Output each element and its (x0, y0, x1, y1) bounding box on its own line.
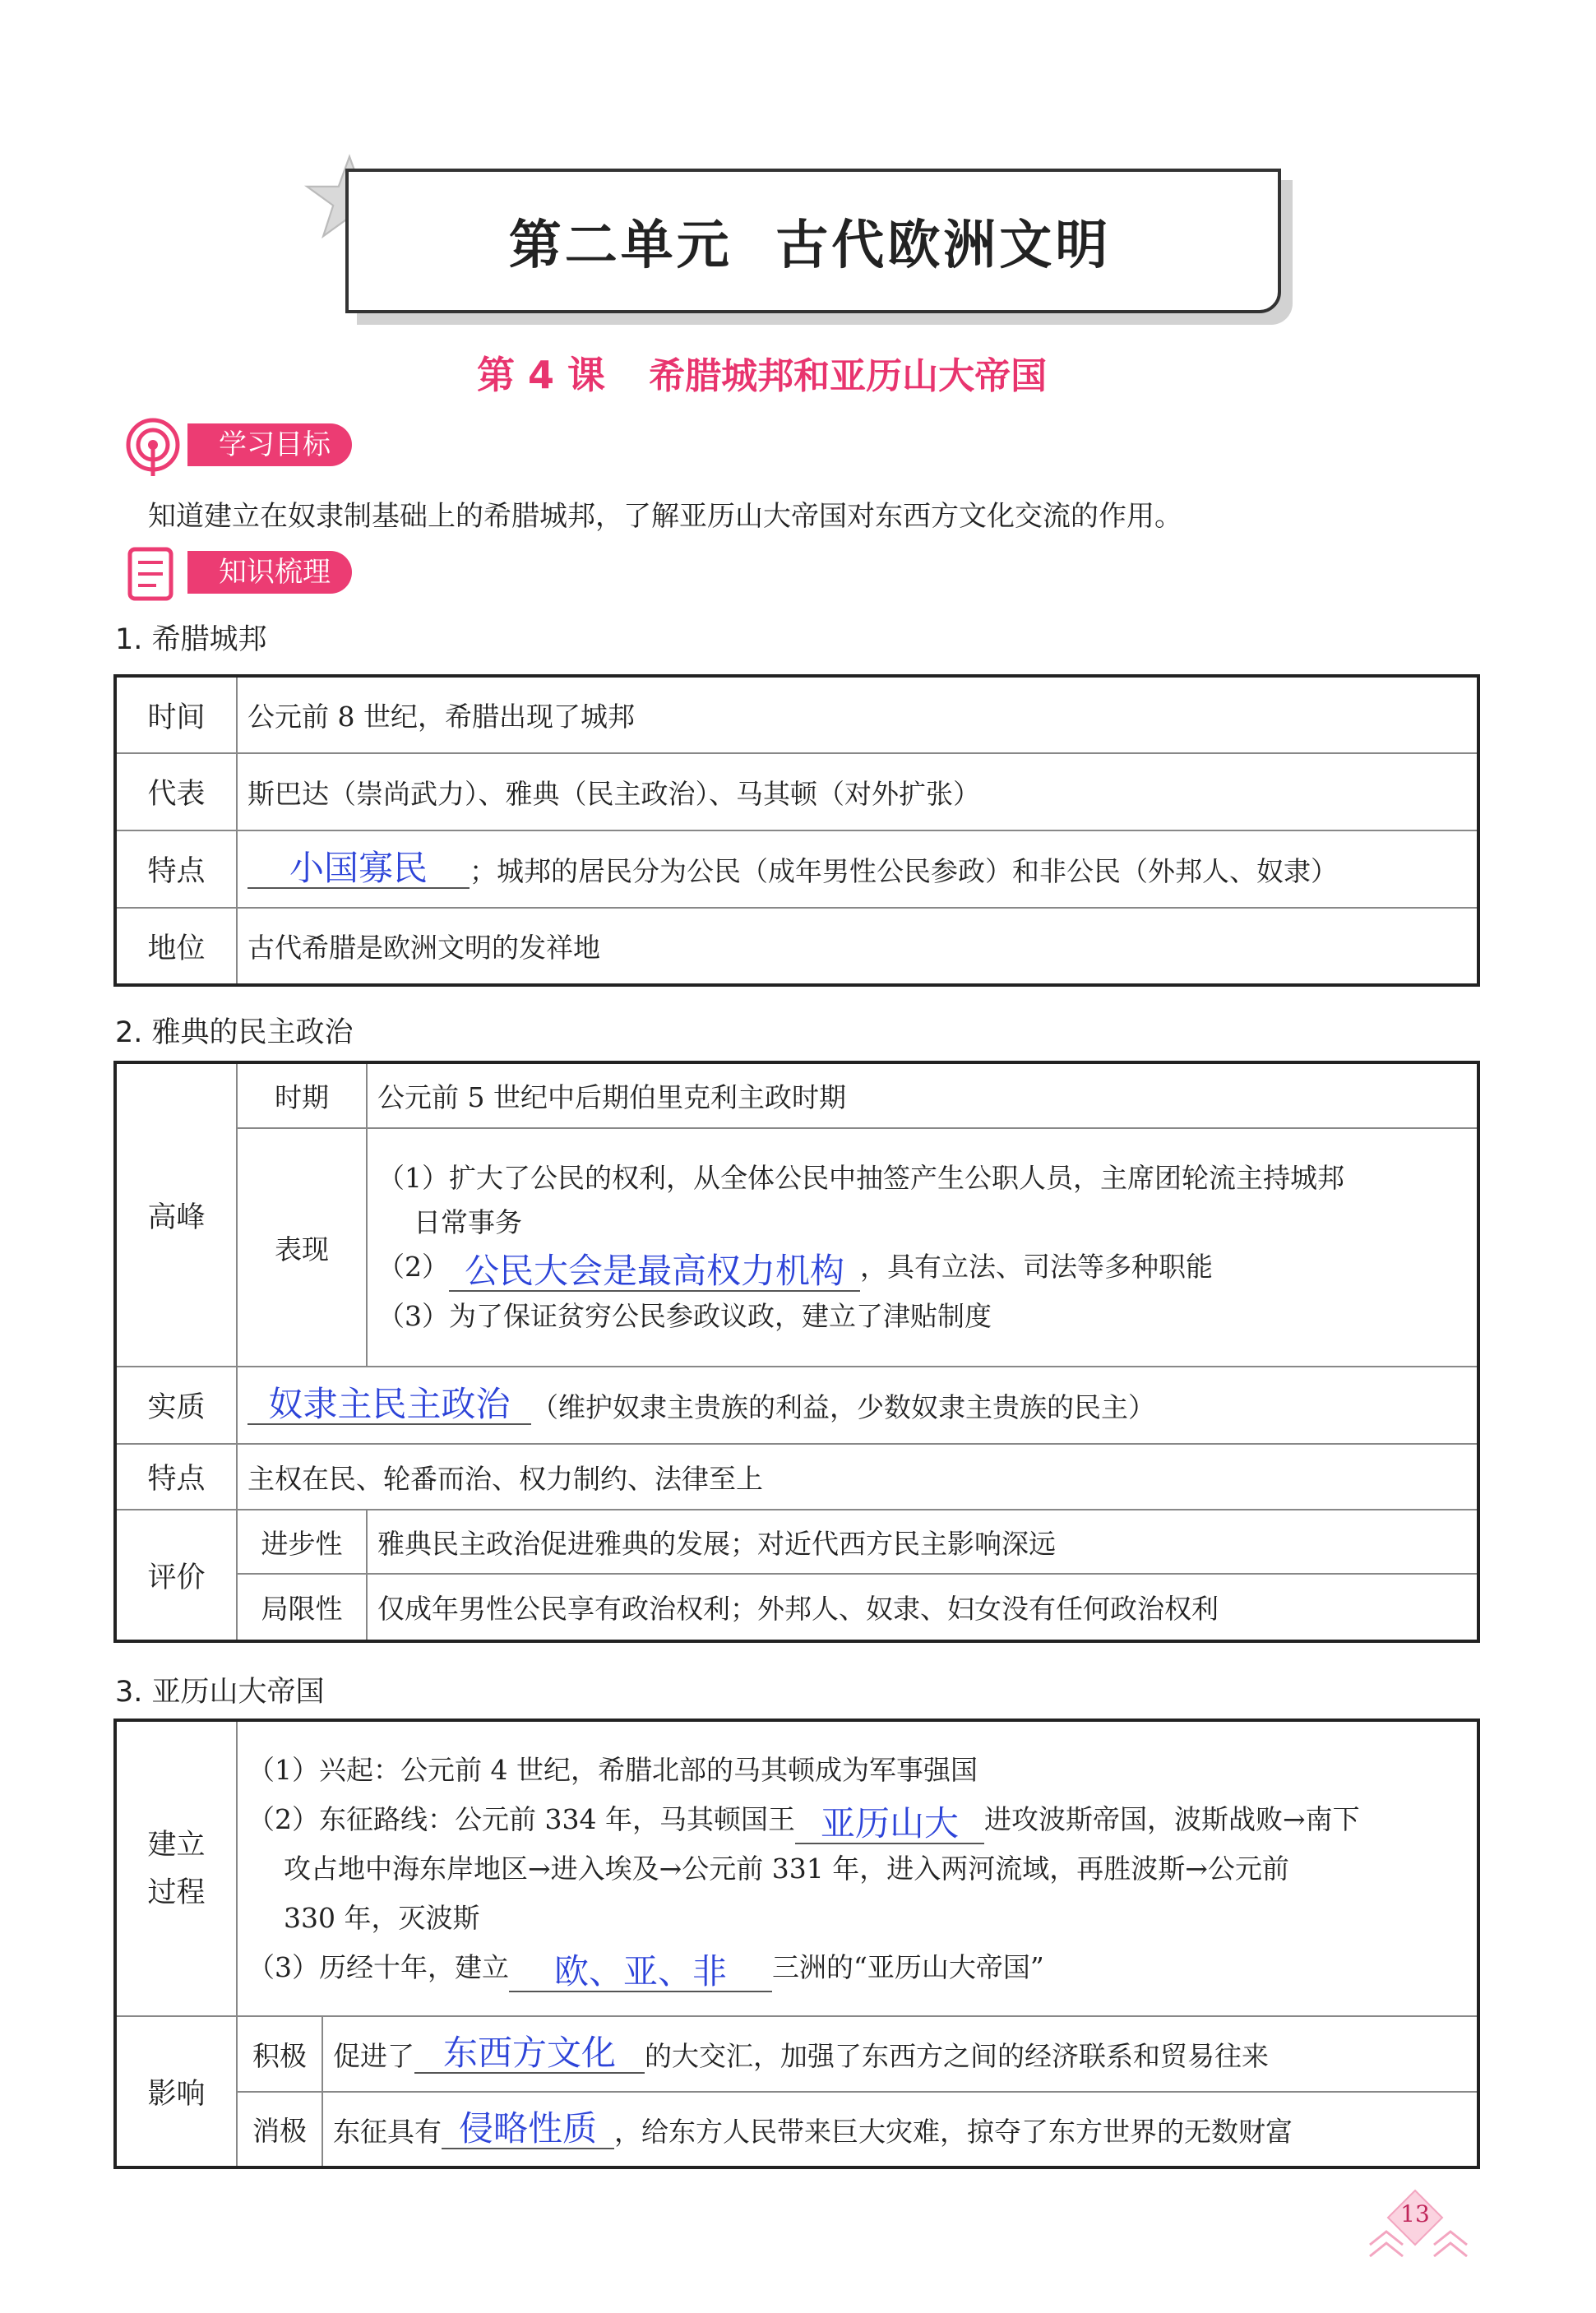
answer-blank: 奴隶主民主政治 (247, 1385, 531, 1425)
unit-banner (345, 169, 1274, 308)
table-row: 特点 小国寡民 ；城邦的居民分为公民（成年男性公民参政）和非公民（外邦人、奴隶） (115, 830, 1478, 908)
answer-blank: 侵略性质 (442, 2110, 614, 2149)
lesson-number: 第 4 课 (477, 353, 606, 397)
city-state-table (113, 674, 1480, 987)
lesson-title: 希腊城邦和亚历山大帝国 (649, 355, 1048, 397)
table-row: 高峰 时期 公元前 5 世纪中后期伯里克利主政时期 (115, 1062, 1478, 1128)
table-row: 时间 公元前 8 世纪，希腊出现了城邦 (115, 676, 1478, 753)
chevron-decoration-icon (1365, 2220, 1472, 2269)
answer-blank: 公民大会是最高权力机构 (449, 1252, 860, 1292)
section3-heading: 3. 亚历山大帝国 (115, 1676, 325, 1709)
target-icon (123, 415, 189, 478)
table-row: 影响 积极 促进了 东西方文化 的大交汇，加强了东西方之间的经济联系和贸易往来 (115, 2016, 1478, 2092)
athens-democracy-table (113, 1061, 1480, 1643)
table-row: 消极 东征具有 侵略性质 ，给东方人民带来巨大灾难，掠夺了东方世界的无数财富 (115, 2092, 1478, 2167)
answer-blank: 小国寡民 (247, 849, 470, 889)
alexander-empire-table (113, 1719, 1480, 2169)
objectives-header (123, 415, 386, 468)
table-row: 表现 （1）扩大了公民的权利，从全体公民中抽签产生公职人员，主席团轮流主持城邦 日常事务 （2） 公民大会是最高权力机构 ，具有立法、司法等多种职能 （3）为了保证贫穷公民参政议政，建立了津贴制度 (115, 1128, 1478, 1367)
table-row: 局限性 仅成年男性公民享有政治权利；外邦人、奴隶、妇女没有任何政治权利 (115, 1574, 1478, 1641)
section2-heading: 2. 雅典的民主政治 (115, 1016, 354, 1049)
objectives-text: 知道建立在奴隶制基础上的希腊城邦，了解亚历山大帝国对东西方文化交流的作用。 (148, 500, 1182, 533)
table-row: 评价 进步性 雅典民主政治促进雅典的发展；对近代西方民主影响深远 (115, 1510, 1478, 1574)
lesson-heading (477, 345, 1047, 403)
table-row: 地位 古代希腊是欧洲文明的发祥地 (115, 908, 1478, 985)
section1-heading: 1. 希腊城邦 (115, 623, 267, 656)
table-row: 代表 斯巴达（崇尚武力）、雅典（民主政治）、马其顿（对外扩张） (115, 753, 1478, 830)
establish-label: 建立 过程 (115, 1720, 237, 2016)
table-row: 实质 奴隶主民主政治 （维护奴隶主贵族的利益，少数奴隶主贵族的民主） (115, 1367, 1478, 1444)
scroll-icon (123, 543, 189, 605)
page-number: 13 (1400, 2200, 1430, 2227)
knowledge-header (123, 543, 386, 595)
answer-blank: 亚历山大 (795, 1805, 984, 1844)
table-row: 特点 主权在民、轮番而治、权力制约、法律至上 (115, 1444, 1478, 1510)
table-row: 建立 过程 （1）兴起：公元前 4 世纪，希腊北部的马其顿成为军事强国 （2）东征路线：公元前 334 年，马其顿国王 亚历山大 进攻波斯帝国，波斯战败→南下 攻占地中海东岸地区→进入埃及→公元前 331 年，进入两河流域，再胜波斯→公元前 330 年，灭波斯 （3）历经十年，建立 欧、亚、非 三洲的“亚历山大帝国” (115, 1720, 1478, 2016)
answer-blank: 欧、亚、非 (509, 1953, 772, 1992)
unit-title: 第二单元 古代欧洲文明 (508, 215, 1112, 276)
objectives-label: 学习目标 (187, 423, 352, 466)
answer-blank: 东西方文化 (414, 2034, 645, 2074)
knowledge-label: 知识梳理 (187, 551, 352, 594)
